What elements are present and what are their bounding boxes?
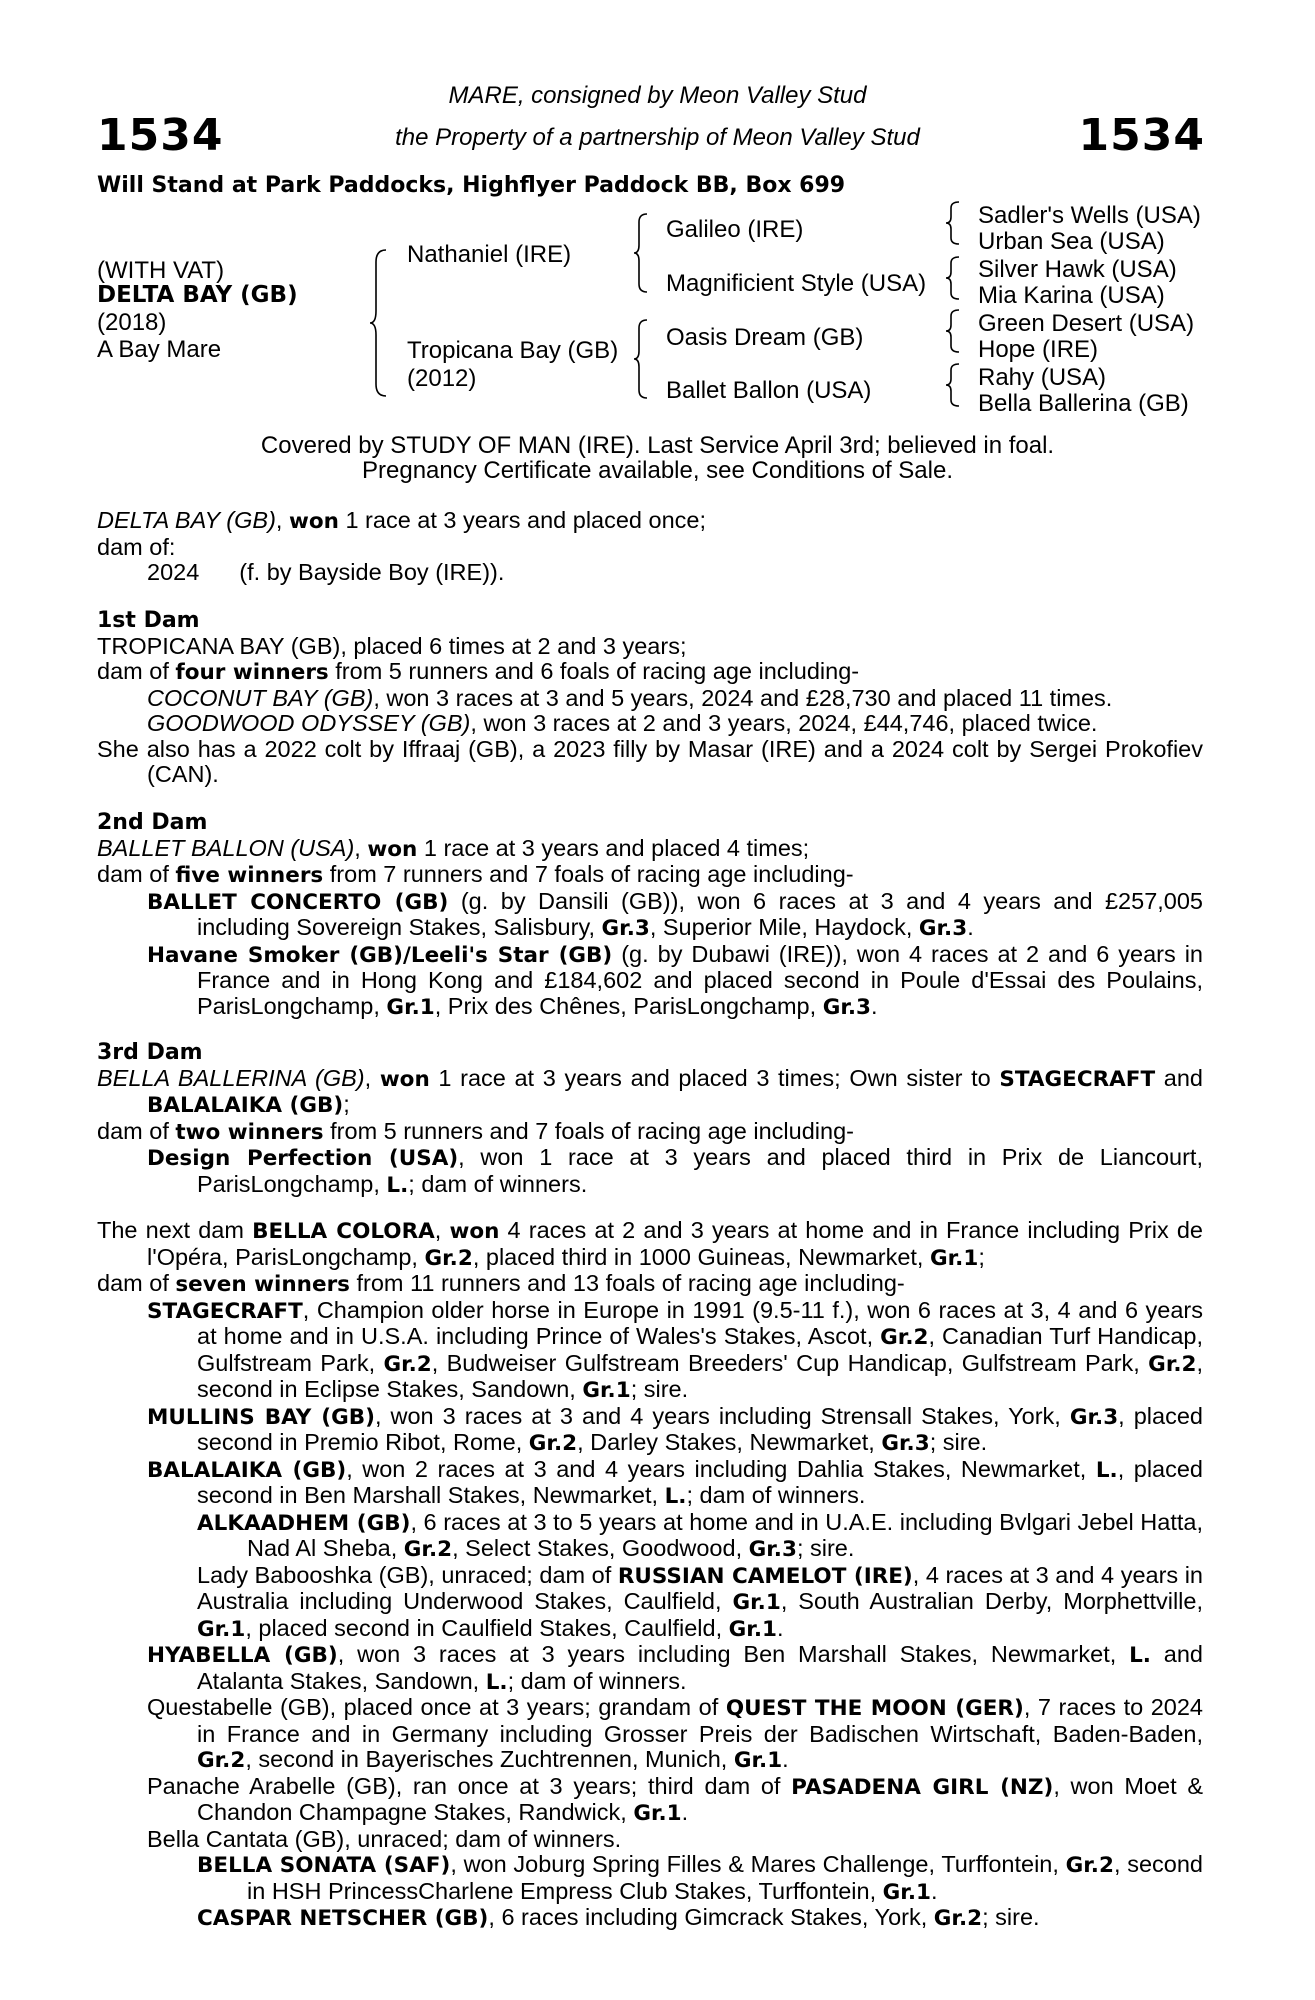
progeny-text: Lady Babooshka (GB), unraced; dam of <box>197 1561 618 1588</box>
progeny-text: , Select Stakes, Goodwood, <box>452 1535 749 1561</box>
progeny-text: , won 3 races at 3 and 5 years, 2024 and £28,730 and placed 11 times. <box>373 684 1113 711</box>
pedigree-sire-sire: Galileo (IRE) <box>666 216 804 243</box>
conjunction: and <box>1155 1064 1203 1091</box>
grade: Gr.3 <box>601 916 650 941</box>
pedigree-brace-ds <box>944 308 962 354</box>
runners-text: from 11 runners and 13 foals of racing age including- <box>349 1270 905 1296</box>
progeny-name: COCONUT BAY (GB) <box>147 684 374 711</box>
horse-description: A Bay Mare <box>97 336 222 363</box>
lot-record-text: 1 race at 3 years and placed once; <box>338 507 707 533</box>
progeny-text: , won 3 races at 3 and 4 years including Strensall Stakes, York, <box>374 1402 1070 1429</box>
progeny-entry <box>97 942 1203 1021</box>
grade: Gr.1 <box>582 1378 631 1403</box>
pedigree-sss: Sadler's Wells (USA) <box>978 202 1201 229</box>
pedigree-sire: Nathaniel (IRE) <box>407 241 572 268</box>
first-dam-heading: 1st Dam <box>97 608 200 633</box>
grade: L. <box>1129 1643 1151 1668</box>
pregnancy-line: Pregnancy Certificate available, see Conditions of Sale. <box>362 457 953 484</box>
progeny-text: , won 2 races at 3 and 4 years including Dahlia Stakes, Newmarket, <box>346 1455 1096 1482</box>
progeny-name: ALKAADHEM (GB) <box>197 1510 411 1536</box>
third-dam-record: 1 race at 3 years and placed 3 times; Own sister to <box>429 1064 1000 1091</box>
progeny-entry <box>97 1145 1203 1198</box>
grade: Gr.1 <box>386 994 435 1020</box>
pedigree-brace-dd <box>944 362 962 408</box>
progeny-name: Design Perfection (USA) <box>147 1146 459 1171</box>
foal-description: (f. by Bayside Boy (IRE)). <box>239 559 505 585</box>
won-label: won <box>367 836 418 862</box>
consignor-line: MARE, consigned by Meon Valley Stud <box>448 82 867 109</box>
pedigree-brace-sire <box>632 212 650 294</box>
grade: Gr.2 <box>403 1537 453 1562</box>
progeny-entry <box>97 1298 1203 1404</box>
won-label: won <box>288 509 339 534</box>
lot-horse-name: DELTA BAY (GB) <box>97 507 276 533</box>
pedigree-brace-sd <box>944 255 962 301</box>
progeny-name: GOODWOOD ODYSSEY (GB) <box>147 710 471 736</box>
progeny-name: STAGECRAFT <box>147 1298 303 1324</box>
stand-location: Will Stand at Park Paddocks, Highflyer Paddock BB, Box 699 <box>97 173 846 198</box>
progeny-text: , won Joburg Spring Filles & Mares Challenge, Turffontein, <box>450 1851 1066 1877</box>
grade: Gr.2 <box>383 1351 432 1377</box>
next-dam-name: BELLA COLORA <box>252 1219 435 1244</box>
next-dam-text: 4 races at 2 and 3 years at home and in France including Prix de l'Opéra, ParisLongchamp, <box>147 1217 1203 1270</box>
progeny-entry <box>97 711 1203 737</box>
first-dam-produce <box>97 659 1203 686</box>
pedigree-dsd: Hope (IRE) <box>978 336 1099 363</box>
grade: Gr.3 <box>881 1431 930 1456</box>
lot-number-right: 1534 <box>1078 110 1205 161</box>
progeny-text: ; dam of winners. <box>408 1170 588 1197</box>
progeny-text: , second in Bayerisches Zuchtrennen, Munich, <box>245 1746 734 1772</box>
pedigree-dam: Tropicana Bay (GB) <box>407 337 619 364</box>
grade: Gr.2 <box>880 1325 929 1350</box>
next-dam-intro: The next dam <box>97 1217 253 1243</box>
progeny-text: . <box>930 1877 938 1904</box>
progeny-entry <box>97 889 1203 942</box>
pedigree-ssd: Urban Sea (USA) <box>978 228 1165 255</box>
progeny-name: BALLET CONCERTO (GB) <box>147 889 449 915</box>
second-dam-section: 2nd Dam BALLET BALLON (USA), won 1 race at 3 years and placed 4 times; dam of five winners from 7 runners and 7 foals of racing age including- BALLET CONCERTO (GB) (g. by Dansili (GB)), won 6 races at 3 and 4 years and £257,005 including Sovereign Stakes, Salisbury, Gr.3, Superior Mile, Haydock, Gr.3. Havane Smoker (GB)/Leeli's Star (GB) (g. by Dubawi (IRE)), won 4 races at 2 and 6 years in France and in Hong Kong and £184,602 and placed second in Poule d'Essai des Poulains, ParisLongchamp, Gr.1, Prix des Chênes, ParisLongchamp, Gr.3. <box>97 810 1203 1020</box>
grade: Gr.2 <box>424 1245 473 1271</box>
pedigree-dam-dam: Ballet Ballon (USA) <box>666 377 872 404</box>
progeny-text: , Prix des Chênes, ParisLongchamp, <box>434 992 823 1019</box>
progeny-name: RUSSIAN CAMELOT (IRE) <box>617 1563 913 1589</box>
grade: Gr.1 <box>633 1801 682 1826</box>
pedigree-sdd: Mia Karina (USA) <box>978 282 1165 309</box>
second-dam-record: 1 race at 3 years and placed 4 times; <box>417 834 810 861</box>
progeny-text: , Canadian Turf Handicap, Gulfstream Park, <box>197 1323 1203 1376</box>
grade: Gr.1 <box>882 1879 931 1905</box>
progeny-text: , second in Eclipse Stakes, Sandown, <box>197 1349 1204 1402</box>
progeny-text: and Atalanta Stakes, Sandown, <box>197 1641 1203 1694</box>
grade: L. <box>386 1172 409 1198</box>
grade: Gr.1 <box>197 1616 246 1642</box>
winners-count: five winners <box>175 863 324 888</box>
first-dam-section <box>97 608 1203 788</box>
progeny-text: , won 3 races at 3 years including Ben Marshall Stakes, Newmarket, <box>337 1641 1130 1667</box>
progeny-text: ; dam of winners. <box>507 1667 687 1694</box>
progeny-entry <box>97 1457 1203 1510</box>
progeny-entry: Bella Cantata (GB), unraced; dam of winners. <box>147 1825 622 1852</box>
next-dam-section: The next dam BELLA COLORA, won 4 races at 2 and 3 years at home and in France including Prix de l'Opéra, ParisLongchamp, Gr.2, placed third in 1000 Guineas, Newmarket, Gr.1; dam of seven winners from 11 runners and 13 foals of racing age including- STAGECRAFT, Champion older horse in Europe in 1991 (9.5-11 f.), won 6 races at 3, 4 and 6 years at home and in U.S.A. including Prince of Wales's Stakes, Ascot, Gr.2, Canadian Turf Handicap, Gulfstream Park, Gr.2, Budweiser Gulfstream Breeders' Cup Handicap, Gulfstream Park, Gr.2, second in Eclipse Stakes, Sandown, Gr.1; sire. MULLINS BAY (GB), won 3 races at 3 and 4 years including Strensall Stakes, York, Gr.3, placed second in Premio Ribot, Rome, Gr.2, Darley Stakes, Newmarket, Gr.3; sire. BALALAIKA (GB), won 2 races at 3 and 4 years including Dahlia Stakes, Newmarket, L., placed second in Ben Marshall Stakes, Newmarket, L.; dam of winners. ALKAADHEM (GB), 6 races at 3 to 5 years at home and in U.A.E. including Bvlgari Jebel Hatta, Nad Al Sheba, Gr.2, Select Stakes, Goodwood, Gr.3; sire. Lady Babooshka (GB), unraced; dam of RUSSIAN CAMELOT (IRE), 4 races at 3 and 4 years in Australia including Underwood Stakes, Caulfield, Gr.1, South Australian Derby, Morphettville, Gr.1, placed second in Caulfield Stakes, Caulfield, Gr.1. HYABELLA (GB), won 3 races at 3 years including Ben Marshall Stakes, Newmarket, L. and Atalanta Stakes, Sandown, L.; dam of winners. Questabelle (GB), placed once at 3 years; grandam of QUEST THE MOON (GER), 7 races to 2024 in France and in Germany including Grosser Preis der Badischen Wirtschaft, Baden-Baden, Gr.2, second in Bayerisches Zuchtrennen, Munich, Gr.1. Panache Arabelle (GB), ran once at 3 years; third dam of PASADENA GIRL (NZ), won Moet & Chandon Champagne Stakes, Randwick, Gr.1. Bella Cantata (GB), unraced; dam of winners. BELLA SONATA (SAF), won Joburg Spring Filles & Mares Challenge, Turffontein, Gr.2, second in HSH PrincessCharlene Empress Club Stakes, Turffontein, Gr.1. CASPAR NETSCHER (GB), 6 races including Gimcrack Stakes, York, Gr.2; sire. <box>97 1217 1204 1931</box>
runners-text: from 7 runners and 7 foals of racing age including- <box>323 861 854 887</box>
progeny-text: ; sire. <box>982 1904 1040 1930</box>
progeny-text: . <box>782 1746 789 1772</box>
lot-record: DELTA BAY (GB), won 1 race at 3 years and placed once; dam of: 2024 (f. by Bayside Boy (IRE)). <box>97 508 1203 586</box>
grade: Gr.2 <box>933 1906 983 1931</box>
covered-line: Covered by STUDY OF MAN (IRE). Last Service April 3rd; believed in foal. <box>260 432 1055 459</box>
progeny-entry <box>97 686 1203 712</box>
grade: Gr.2 <box>1065 1853 1114 1878</box>
pedigree-brace-ss <box>944 200 962 246</box>
progeny-entry <box>97 1695 1203 1774</box>
progeny-entry <box>97 1404 1203 1457</box>
pedigree-sire-dam: Magnificient Style (USA) <box>666 270 927 297</box>
progeny-text: ; sire. <box>630 1376 689 1402</box>
progeny-name: PASADENA GIRL (NZ) <box>791 1774 1054 1800</box>
progeny-name: BALALAIKA (GB) <box>147 1457 347 1483</box>
progeny-name: HYABELLA (GB) <box>147 1643 338 1668</box>
grade: Gr.3 <box>1069 1404 1119 1430</box>
progeny-entry <box>97 1852 1203 1905</box>
pedigree-ddd: Bella Ballerina (GB) <box>978 390 1189 417</box>
progeny-text: , won 3 races at 2 and 3 years, 2024, £44,746, placed twice. <box>470 710 1098 736</box>
progeny-text: ; sire. <box>796 1535 855 1561</box>
progeny-name: QUEST THE MOON (GER) <box>725 1696 1024 1721</box>
lot-number-left: 1534 <box>97 110 224 161</box>
third-dam-name: BELLA BALLERINA (GB) <box>97 1064 365 1091</box>
pedigree-dss: Green Desert (USA) <box>978 310 1195 337</box>
progeny-name: CASPAR NETSCHER (GB) <box>197 1906 489 1931</box>
grade: Gr.2 <box>528 1431 578 1456</box>
progeny-entry <box>97 1905 1203 1932</box>
progeny-text: , Budweiser Gulfstream Breeders' Cup Handicap, Gulfstream Park, <box>431 1349 1149 1376</box>
horse-name: DELTA BAY (GB) <box>97 282 298 308</box>
progeny-text: , Champion older horse in Europe in 1991 (9.5-11 f.), won 6 races at 3, 4 and 6 years at home and in U.S.A. including Prince of Wales's Stakes, Ascot, <box>197 1296 1203 1349</box>
foal-year: 2024 <box>147 559 200 585</box>
progeny-text: , 4 races at 3 and 4 years in Australia including Underwood Stakes, Caulfield, <box>197 1561 1204 1614</box>
progeny-text: , 7 races to 2024 in France and in Germany including Grosser Preis der Badischen Wirtschaft, Baden-Baden, <box>197 1694 1204 1747</box>
pedigree-brace-dam <box>632 318 650 400</box>
grade: Gr.1 <box>732 1590 781 1615</box>
second-dam-name: BALLET BALLON (USA) <box>97 834 355 861</box>
dam-of-label: dam of: <box>97 533 176 560</box>
third-dam-section: 3rd Dam BELLA BALLERINA (GB), won 1 race at 3 years and placed 3 times; Own sister to STAGECRAFT and BALALAIKA (GB); dam of two winners from 5 runners and 7 foals of racing age including- Design Perfection (USA), won 1 race at 3 years and placed third in Prix de Liancourt, ParisLongchamp, L.; dam of winners. <box>97 1040 1203 1198</box>
dam-of-text: dam of <box>97 861 176 887</box>
second-dam-heading: 2nd Dam <box>97 810 208 835</box>
progeny-text: , South Australian Derby, Morphettville, <box>780 1588 1203 1614</box>
progeny-text: , placed second in Premio Ribot, Rome, <box>197 1402 1203 1455</box>
pedigree-dam-sire: Oasis Dream (GB) <box>666 324 864 351</box>
grade: L. <box>1095 1457 1118 1483</box>
runners-text: from 5 runners and 6 foals of racing age including- <box>328 658 860 684</box>
progeny-text: , 6 races at 3 to 5 years at home and in U.A.E. including Bvlgari Jebel Hatta, Nad Al Sheba, <box>247 1508 1203 1561</box>
dam-of-text: dam of <box>97 658 176 684</box>
progeny-entry <box>97 1510 1203 1563</box>
property-line: the Property of a partnership of Meon Valley Stud <box>395 124 920 151</box>
first-dam-also: She also has a 2022 colt by Iffraaj (GB), a 2023 filly by Masar (IRE) and a 2024 colt by Sergei Prokofiev (CAN). <box>97 735 1203 787</box>
pedigree-dds: Rahy (USA) <box>978 364 1107 391</box>
winners-count: two winners <box>175 1119 324 1145</box>
progeny-text: ; sire. <box>929 1429 988 1455</box>
pedigree-sds: Silver Hawk (USA) <box>978 256 1177 283</box>
next-dam-text: , placed third in 1000 Guineas, Newmarket, <box>472 1243 930 1270</box>
progeny-text: . <box>967 914 974 940</box>
progeny-text: , placed second in Ben Marshall Stakes, Newmarket, <box>197 1455 1203 1508</box>
progeny-text: (g. by Dansili (GB)), won 6 races at 3 and 4 years and £257,005 including Sovereign Stakes, Salisbury, <box>197 887 1203 940</box>
progeny-text: , Superior Mile, Haydock, <box>649 914 919 940</box>
progeny-entry <box>97 1563 1203 1643</box>
grade: Gr.2 <box>1148 1351 1197 1377</box>
progeny-text: , placed second in Caulfield Stakes, Caulfield, <box>245 1614 729 1641</box>
grade: Gr.1 <box>728 1616 777 1642</box>
grade: Gr.1 <box>733 1748 783 1773</box>
winners-count: four winners <box>175 660 329 685</box>
pedigree-brace-main <box>368 248 390 398</box>
progeny-text: , 6 races including Gimcrack Stakes, York, <box>488 1904 934 1930</box>
progeny-text: , won Moet & Chandon Champagne Stakes, Randwick, <box>197 1772 1203 1825</box>
progeny-text: Questabelle (GB), placed once at 3 years; grandam of <box>147 1694 726 1720</box>
progeny-name: Havane Smoker (GB)/Leeli's Star (GB) <box>147 942 613 968</box>
horse-year: (2018) <box>97 309 167 336</box>
won-label: won <box>449 1219 500 1244</box>
third-dam-heading: 3rd Dam <box>97 1040 203 1065</box>
dam-of-text: dam of <box>97 1117 176 1144</box>
grade: L. <box>485 1669 508 1695</box>
vat-label: (WITH VAT) <box>97 257 225 284</box>
progeny-text: . <box>681 1799 689 1825</box>
progeny-name: MULLINS BAY (GB) <box>147 1404 375 1430</box>
progeny-text: Panache Arabelle (GB), ran once at 3 years; third dam of <box>147 1772 792 1799</box>
progeny-text: , won 1 race at 3 years and placed third in Prix de Liancourt, ParisLongchamp, <box>197 1144 1203 1197</box>
grade: Gr.1 <box>930 1245 979 1271</box>
progeny-text: (g. by Dubawi (IRE)), won 4 races at 2 and 6 years in France and in Hong Kong and £184,602 and placed second in Poule d'Essai des Poulains, ParisLongchamp, <box>197 940 1203 1019</box>
grade: Gr.3 <box>822 994 871 1020</box>
grade: Gr.3 <box>918 916 968 941</box>
grade: L. <box>664 1484 687 1509</box>
first-dam-line: TROPICANA BAY (GB), placed 6 times at 2 and 3 years; <box>97 632 687 659</box>
sibling-name: BALALAIKA (GB) <box>147 1093 344 1118</box>
progeny-text: . <box>871 992 878 1019</box>
dam-of-text: dam of <box>97 1270 176 1296</box>
progeny-name: BELLA SONATA (SAF) <box>197 1853 451 1878</box>
progeny-text: . <box>776 1614 784 1641</box>
punctuation: ; <box>343 1091 350 1117</box>
progeny-text: , Darley Stakes, Newmarket, <box>577 1429 882 1455</box>
progeny-entry <box>97 1642 1203 1695</box>
progeny-text: , second in HSH PrincessCharlene Empress Club Stakes, Turffontein, <box>247 1851 1203 1904</box>
grade: Gr.3 <box>748 1537 797 1562</box>
sibling-name: STAGECRAFT <box>999 1066 1156 1092</box>
runners-text: from 5 runners and 7 foals of racing age including- <box>323 1117 854 1144</box>
punctuation: ; <box>978 1243 985 1270</box>
winners-count: seven winners <box>175 1272 350 1297</box>
grade: Gr.2 <box>197 1748 246 1773</box>
progeny-text: ; dam of winners. <box>686 1482 866 1508</box>
progeny-entry <box>97 1774 1203 1827</box>
won-label: won <box>379 1066 430 1092</box>
pedigree-dam-year: (2012) <box>407 365 477 392</box>
